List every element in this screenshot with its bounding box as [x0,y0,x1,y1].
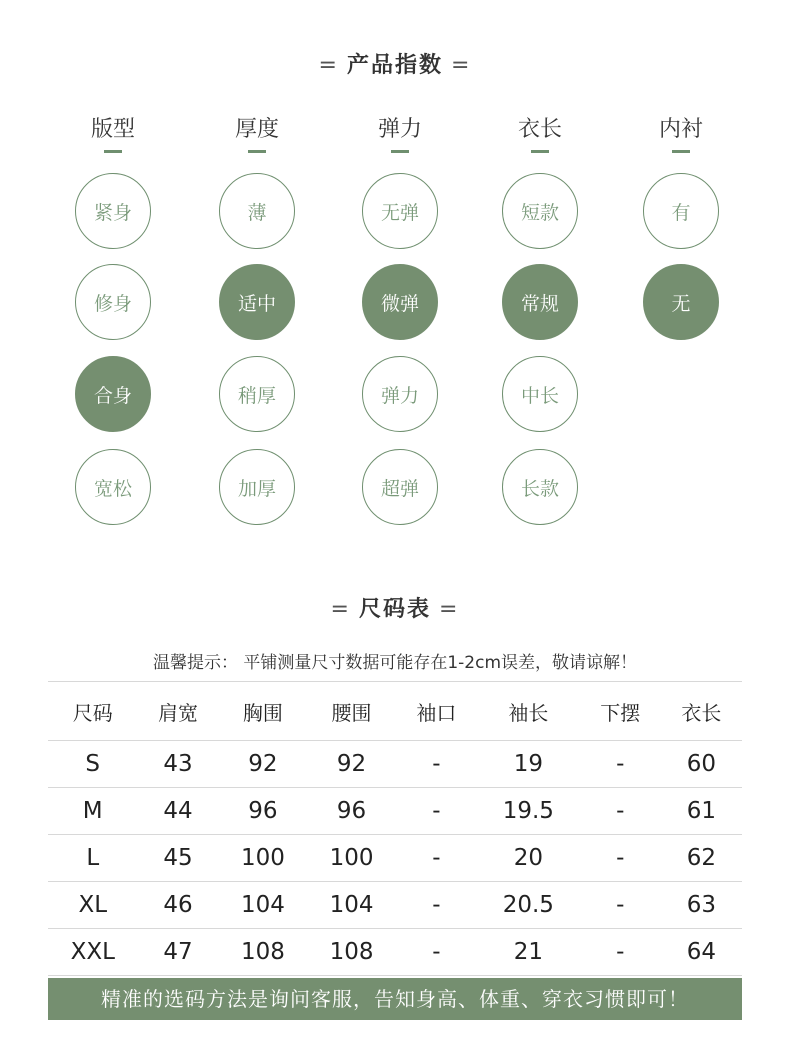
size-table-cell: 104 [307,882,396,929]
size-table-cell: 45 [137,835,218,882]
size-table-cell: 100 [307,835,396,882]
index-option: 弹力 [362,356,438,432]
table-row [48,788,742,835]
size-table-cell: - [396,788,477,835]
size-chart-title [0,592,790,623]
index-column-4 [500,115,580,153]
index-column-3 [360,115,440,153]
index-column-underline [104,150,122,153]
index-option-selected: 无 [643,264,719,340]
size-table-cell: XXL [48,929,137,976]
index-option-selected: 合身 [75,356,151,432]
size-table-header-row [48,682,742,741]
size-table-header-cell: 肩宽 [137,682,218,741]
index-option: 中长 [502,356,578,432]
size-table-header-cell: 下摆 [580,682,661,741]
table-row [48,741,742,788]
index-column-title: 版型 [90,117,135,142]
index-column-underline [672,150,690,153]
size-table-cell: 46 [137,882,218,929]
size-chart-title-text: 尺码表 [358,597,431,622]
size-table-cell: 96 [307,788,396,835]
index-column-5 [641,115,721,153]
index-option: 薄 [219,173,295,249]
size-table-cell: S [48,741,137,788]
index-option: 超弹 [362,449,438,525]
size-table-cell: M [48,788,137,835]
size-table-cell: - [580,835,661,882]
size-table-cell: 108 [219,929,308,976]
size-table-cell: 108 [307,929,396,976]
size-table-cell: 43 [137,741,218,788]
size-table-cell: - [396,929,477,976]
size-table [48,681,742,976]
index-option: 修身 [75,264,151,340]
size-table-cell: - [580,788,661,835]
size-table-cell: 19 [477,741,580,788]
title-left-eq: = [330,597,351,622]
title-right-eq: = [439,597,460,622]
size-table-cell: 63 [661,882,742,929]
size-table-cell: 96 [219,788,308,835]
size-table-cell: 92 [307,741,396,788]
size-table-header-cell: 衣长 [661,682,742,741]
size-table-cell: 62 [661,835,742,882]
index-option: 宽松 [75,449,151,525]
size-table-cell: - [580,882,661,929]
size-table-body [48,741,742,976]
size-table-header-cell: 尺码 [48,682,137,741]
size-table-cell: 92 [219,741,308,788]
sizing-advice-banner: 精准的选码方法是询问客服，告知身高、体重、穿衣习惯即可！ [48,978,742,1020]
size-table-cell: XL [48,882,137,929]
size-table-cell: 100 [219,835,308,882]
index-column-1 [73,115,153,153]
size-table-cell: 47 [137,929,218,976]
index-option: 加厚 [219,449,295,525]
size-table-cell: 61 [661,788,742,835]
index-option-selected: 适中 [219,264,295,340]
size-table-cell: - [396,882,477,929]
index-option-selected: 常规 [502,264,578,340]
table-row [48,929,742,976]
index-option: 紧身 [75,173,151,249]
table-row [48,882,742,929]
index-option-selected: 微弹 [362,264,438,340]
size-table-cell: 44 [137,788,218,835]
index-option: 无弹 [362,173,438,249]
table-row [48,835,742,882]
title-left-eq: = [318,53,339,78]
size-table-cell: 20 [477,835,580,882]
size-table-cell: L [48,835,137,882]
measurement-tip: 温馨提示： 平铺测量尺寸数据可能存在1-2cm误差，敬请谅解！ [152,653,638,673]
index-column-title: 内衬 [658,117,703,142]
size-table-cell: 19.5 [477,788,580,835]
index-option: 稍厚 [219,356,295,432]
index-column-title: 衣长 [517,117,562,142]
size-table-header-cell: 腰围 [307,682,396,741]
size-table-header-cell: 袖长 [477,682,580,741]
index-option: 有 [643,173,719,249]
title-right-eq: = [451,53,472,78]
index-column-underline [531,150,549,153]
size-table-cell: - [396,741,477,788]
index-column-underline [391,150,409,153]
size-table-header-cell: 胸围 [219,682,308,741]
size-table-cell: 104 [219,882,308,929]
size-table-cell: - [580,929,661,976]
size-table-header-cell: 袖口 [396,682,477,741]
size-table-cell: - [580,741,661,788]
size-table-cell: 20.5 [477,882,580,929]
index-option: 短款 [502,173,578,249]
index-column-title: 厚度 [234,117,279,142]
size-table-cell: 64 [661,929,742,976]
index-option: 长款 [502,449,578,525]
size-table-cell: - [396,835,477,882]
index-column-2 [217,115,297,153]
index-column-title: 弹力 [377,117,422,142]
index-column-underline [248,150,266,153]
product-index-title-text: 产品指数 [346,53,443,78]
product-index-title [0,48,790,79]
size-table-cell: 21 [477,929,580,976]
size-table-cell: 60 [661,741,742,788]
